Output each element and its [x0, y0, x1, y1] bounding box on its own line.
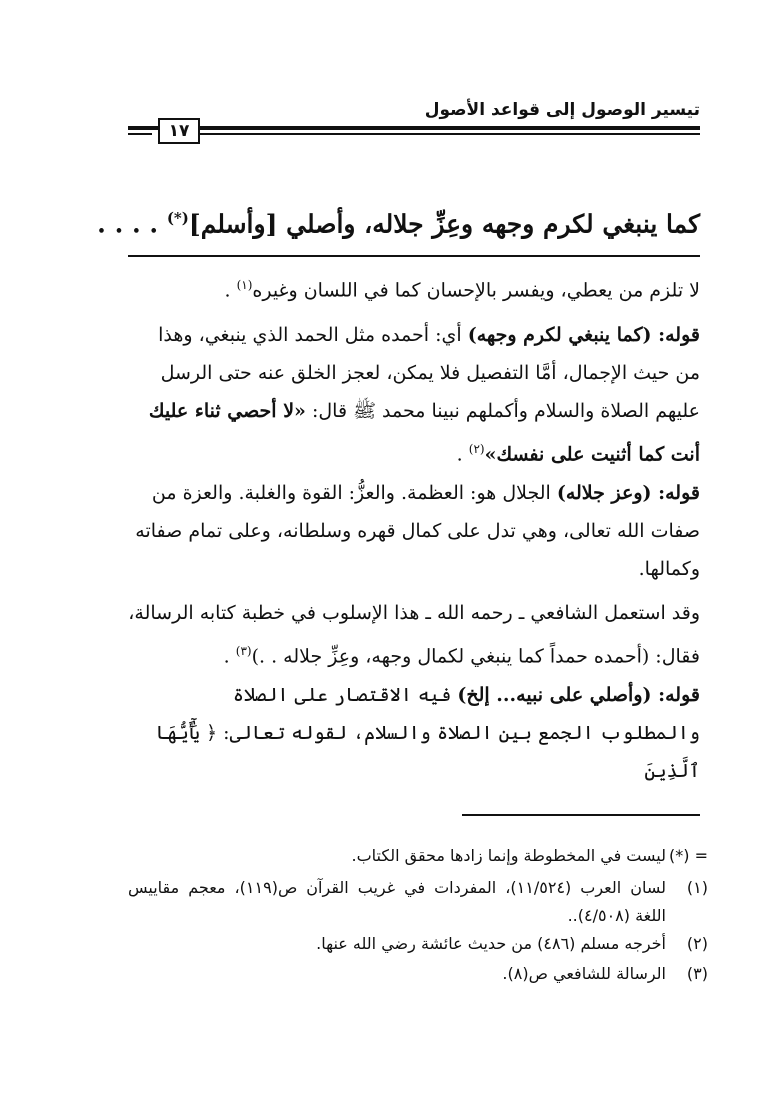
paragraph-text: الجلال هو: العظمة. والعزُّ: القوة والغلبة. والعزة من صفات الله تعالى، وهي تدل على كمال قهره وسلطانه، وعلى تمام صفاته وكمالها.	[135, 482, 700, 580]
matn-tail: . . . .	[97, 209, 167, 239]
paragraph-lead: قوله: (وأصلي على نبيه... إلخ)	[457, 684, 700, 706]
page-number-ornament	[128, 126, 152, 130]
footnote-mark: (١)	[686, 878, 708, 897]
footnote-text: لسان العرب (١١/٥٢٤)، المفردات في غريب القرآن ص(١١٩)، معجم مقاييس اللغة (٤/٥٠٨)..	[128, 878, 667, 925]
header-rule-thin	[200, 133, 700, 135]
paragraph-text: وقد استعمل الشافعي ـ رحمه الله ـ هذا الإسلوب في خطبة كتابه الرسالة، فقال: (أحمده حمداً كما ينبغي لكمال وجهه، وعِزِّ جلاله . .)	[128, 602, 700, 668]
running-title: تيسير الوصول إلى قواعد الأصول	[424, 100, 700, 120]
footnote-rule	[462, 814, 700, 816]
paragraph-end: .	[224, 279, 237, 302]
paragraph-5	[128, 676, 700, 790]
paragraph-end: .	[223, 645, 236, 668]
footnote-text: ليست في المخطوطة وإنما زادها محقق الكتاب.	[351, 846, 666, 865]
footnote-mark: (٣)	[686, 964, 708, 983]
paragraph-lead: قوله: (كما ينبغي لكرم وجهه)	[467, 324, 700, 346]
footnote-mark: (٢)	[686, 934, 708, 953]
footnote-text: الرسالة للشافعي ص(٨).	[502, 964, 666, 983]
footnote-text: أخرجه مسلم (٤٨٦) من حديث عائشة رضي الله عنها.	[316, 934, 666, 953]
footnote-ref: (٣)	[235, 644, 252, 658]
footnote	[128, 960, 708, 988]
page-number: ١٧	[158, 118, 200, 144]
matn-main: كما ينبغي لكرم وجهه وعِزِّ جلاله، وأصلي [وأسلم]	[188, 209, 700, 239]
header-rule	[130, 126, 700, 130]
paragraph-4	[128, 594, 700, 675]
paragraph-2	[128, 316, 700, 473]
paragraph-text: لا تلزم من يعطي، ويفسر بالإحسان كما في اللسان وغيره	[252, 279, 700, 302]
footnote-ref: (١)	[236, 278, 253, 292]
paragraph-text: أي: أحمده مثل الحمد الذي ينبغي، وهذا من حيث الإجمال، أمَّا التفصيل فلا يمكن، لعجز الخلق عنه حتى الرسل عليهم الصلاة والسلام وأكملهم نبينا محمد ﷺ قال:	[158, 324, 700, 422]
footnote	[128, 874, 708, 930]
hadith-quote: «لا أحصي ثناء عليك أنت كما أثنيت على نفسك»	[148, 400, 700, 466]
paragraph-3	[128, 474, 700, 588]
paragraph-end: .	[456, 443, 469, 466]
footnote-ref: (٢)	[468, 442, 485, 456]
matn-marker: (*)	[166, 209, 189, 227]
paragraph-lead: قوله: (وعز جلاله)	[556, 482, 700, 504]
paragraph-1	[128, 266, 700, 309]
matn-text	[97, 198, 700, 244]
footnote	[128, 842, 708, 870]
page-number-ornament	[128, 133, 152, 135]
footnote	[128, 930, 708, 958]
matn-rule	[128, 255, 700, 257]
footnote-mark: = (*)	[669, 846, 708, 865]
paragraph-text: فيه الاقتصار على الصلاة والمطلوب الجمع بين الصلاة والسلام، لقوله تعالى: ﴿ يَٰٓأَيُّهَا ٱلَّذِينَ	[155, 684, 700, 782]
